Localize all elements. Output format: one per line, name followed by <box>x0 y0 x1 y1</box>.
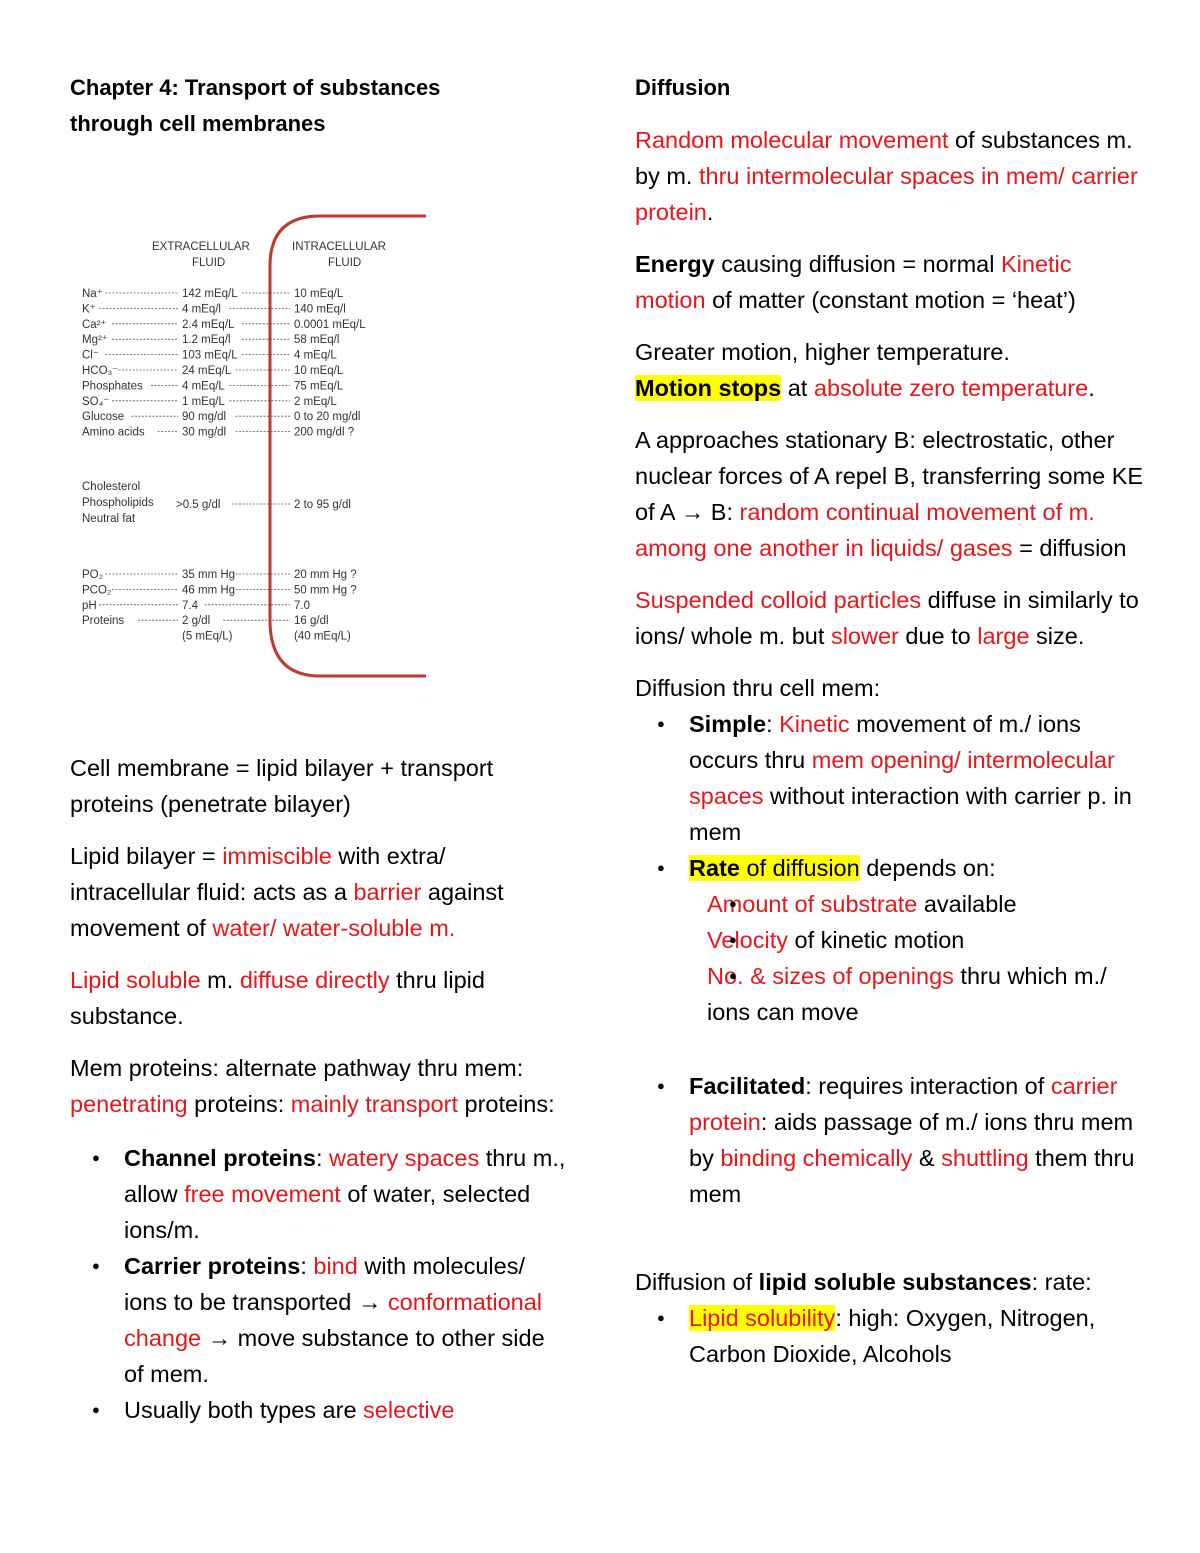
para-energy: Energy causing diffusion = normal Kinetic motion of matter (constant motion = ‘heat’) <box>635 251 1076 313</box>
row-name: Amino acids <box>82 426 145 439</box>
list-item-carrier: ● Carrier proteins: bind with molecules/ ions to be transported → conformational change → move substance to other side of mem. <box>70 1248 570 1392</box>
list-item-amount: ● Amount of substrate available <box>689 886 1145 922</box>
list-item-facilitated: ● Facilitated: requires interaction of carrier protein: aids passage of m./ ions thru mem by binding chemically & shuttling them thru mem <box>635 1068 1145 1212</box>
row-intra-value: 2 mEq/L <box>294 395 337 408</box>
left-text <box>70 750 570 1428</box>
list-item-channel: ● Channel proteins: watery spaces thru m., allow free movement of water, selected ions/m. <box>70 1140 570 1248</box>
hdr-extra-1: EXTRACELLULAR <box>152 241 250 253</box>
row-name: K⁺ <box>82 303 96 316</box>
para-lipid-soluble: Lipid soluble m. diffuse directly thru lipid substance. <box>70 967 485 1029</box>
row-name: Cl⁻ <box>82 349 99 362</box>
row2-intra-value: 20 mm Hg ? <box>294 569 357 581</box>
row-extra-value: 4 mEq/l <box>182 303 221 316</box>
electrolyte-rows <box>82 288 366 439</box>
list-item-simple: ● Simple: Kinetic movement of m./ ions occurs thru mem opening/ intermolecular spaces without interaction with carrier p. in mem <box>635 706 1145 850</box>
row2-name: PCO₂ <box>82 584 112 597</box>
row-name: Na⁺ <box>82 288 103 300</box>
row-name: Phosphates <box>82 380 143 393</box>
chapter-title-line1: Chapter 4: Transport of substances <box>70 75 441 100</box>
list-item-lipid-solubility: ● Lipid solubility: high: Oxygen, Nitrogen, Carbon Dioxide, Alcohols <box>635 1300 1145 1372</box>
row-name: SO₄⁻ <box>82 395 110 408</box>
chapter-title-line2: through cell membranes <box>70 111 326 136</box>
row-intra-value: 10 mEq/L <box>294 288 344 300</box>
lipid-name: Neutral fat <box>82 513 136 525</box>
chapter-title <box>70 70 570 142</box>
rate-factors-list <box>689 886 1145 1030</box>
hdr-extra-2: FLUID <box>192 257 226 269</box>
lipid-intra-value: 2 to 95 g/dl <box>294 499 351 511</box>
hdr-intra-2: FLUID <box>328 257 362 269</box>
row2-extra-value: 35 mm Hg <box>182 569 236 581</box>
row2-intra-value: 50 mm Hg ? <box>294 584 357 597</box>
row-extra-value: 90 mg/dl <box>182 411 227 424</box>
protein-extra-meq: (5 mEq/L) <box>182 630 233 643</box>
lipid-name: Cholesterol <box>82 481 141 493</box>
protein-types-list <box>70 1140 570 1428</box>
row2-intra-value: 7.0 <box>294 599 310 612</box>
row-intra-value: 4 mEq/L <box>294 349 337 362</box>
row-extra-value: 30 mg/dl <box>182 426 227 439</box>
lipid-solubility-list <box>635 1300 1145 1372</box>
row2-name: PO₂ <box>82 569 104 581</box>
row-extra-value: 2.4 mEq/L <box>182 318 235 331</box>
row2-extra-value: 46 mm Hg <box>182 584 236 597</box>
list-item-rate: ● Rate of diffusion depends on: ● Amount of substrate available ● Velocity of kinetic motion ● No. & sizes of openings thru which m./ ions can move <box>635 850 1145 1030</box>
left-column <box>70 70 570 142</box>
row-name: HCO₃⁻ <box>82 365 119 377</box>
list-item-openings: ● No. & sizes of openings thru which m./ ions can move <box>689 958 1145 1030</box>
row-extra-value: 4 mEq/L <box>182 380 225 393</box>
diffusion-title: Diffusion <box>635 75 731 100</box>
fluid-composition-svg <box>70 210 430 690</box>
row-intra-value: 140 mEq/l <box>294 303 346 316</box>
hdr-intra-1: INTRACELLULAR <box>292 241 386 253</box>
fluid-composition-figure <box>70 210 430 690</box>
diffusion-types-list <box>635 706 1145 1212</box>
row2-extra-value: 2 g/dl <box>182 615 211 628</box>
row-name: Mg²⁺ <box>82 334 108 347</box>
para-colloid: Suspended colloid particles diffuse in similarly to ions/ whole m. but slower due to large size. <box>635 587 1139 649</box>
row2-extra-value: 7.4 <box>182 599 198 612</box>
para-temperature: Greater motion, higher temperature. Motion stops at absolute zero temperature. <box>635 339 1095 401</box>
list-item-velocity: ● Velocity of kinetic motion <box>689 922 1145 958</box>
para-random-movement: Random molecular movement of substances m. by m. thru intermolecular spaces in mem/ carrier protein. <box>635 127 1138 225</box>
lipid-rows <box>82 481 351 525</box>
row-intra-value: 75 mEq/L <box>294 380 344 393</box>
row-extra-value: 1 mEq/L <box>182 395 225 408</box>
row-extra-value: 24 mEq/L <box>182 365 232 377</box>
lipid-name: Phospholipids <box>82 497 154 509</box>
lipid-extra-value: >0.5 g/dl <box>176 499 221 511</box>
para-lipid-bilayer: Lipid bilayer = immiscible with extra/ intracellular fluid: acts as a barrier against movement of water/ water-soluble m. <box>70 843 504 941</box>
right-column <box>635 70 1145 1372</box>
row2-name: pH <box>82 599 97 612</box>
row-intra-value: 0 to 20 mg/dl <box>294 411 361 424</box>
para-lipid-soluble-diffusion: Diffusion of lipid soluble substances: rate: <box>635 1269 1092 1295</box>
protein-intra-meq: (40 mEq/L) <box>294 630 351 643</box>
gas-protein-rows <box>82 569 357 643</box>
row2-intra-value: 16 g/dl <box>294 615 329 628</box>
para-cell-membrane: Cell membrane = lipid bilayer + transport proteins (penetrate bilayer) <box>70 755 494 817</box>
row-extra-value: 103 mEq/L <box>182 349 238 362</box>
row-extra-value: 1.2 mEq/l <box>182 334 231 347</box>
row-intra-value: 10 mEq/L <box>294 365 344 377</box>
row-intra-value: 58 mEq/l <box>294 334 340 347</box>
para-diffusion-thru-mem: Diffusion thru cell mem: <box>635 675 881 701</box>
row-intra-value: 0.0001 mEq/L <box>294 318 366 331</box>
row2-name: Proteins <box>82 615 125 628</box>
row-intra-value: 200 mg/dl ? <box>294 426 355 439</box>
para-a-approaches-b: A approaches stationary B: electrostatic, other nuclear forces of A repel B, transferring some KE of A → B: random continual movement of m. among one another in liquids/ gases = diffusion <box>635 427 1144 561</box>
row-name: Glucose <box>82 411 125 424</box>
row-extra-value: 142 mEq/L <box>182 288 238 300</box>
list-item-selective: ● Usually both types are selective <box>70 1392 570 1428</box>
para-mem-proteins: Mem proteins: alternate pathway thru mem: penetrating proteins: mainly transport proteins: <box>70 1055 555 1117</box>
row-name: Ca²⁺ <box>82 318 107 331</box>
